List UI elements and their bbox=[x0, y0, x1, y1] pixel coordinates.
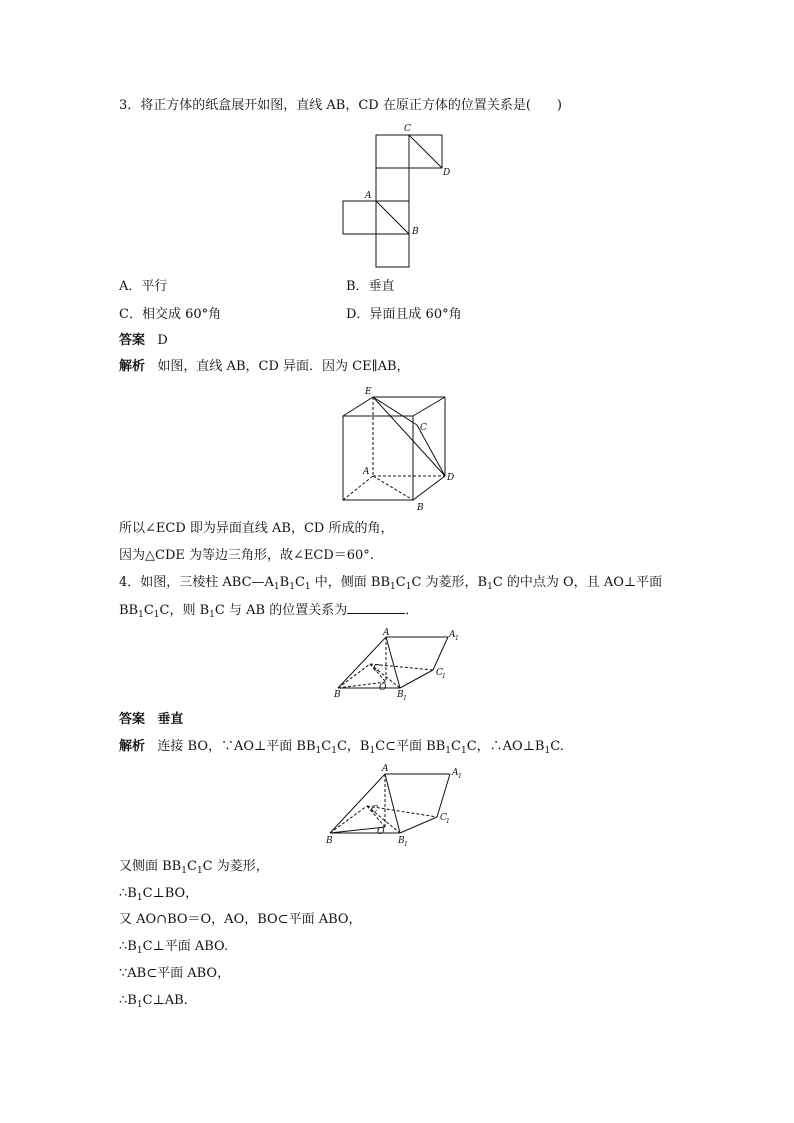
subscript: 1 bbox=[181, 866, 187, 876]
q4-step-part: C⊥AB. bbox=[142, 993, 188, 1008]
q4-analysis-part: C bbox=[321, 739, 332, 754]
subscript: 1 bbox=[273, 582, 280, 592]
prism-figure-2 bbox=[322, 762, 472, 850]
cube-label-a: A bbox=[363, 467, 370, 477]
q4-stem-part: C bbox=[294, 575, 305, 590]
prism-label-a1: A bbox=[449, 630, 456, 640]
cube-net-figure bbox=[340, 120, 460, 270]
prism-label-sub: 1 bbox=[442, 673, 446, 680]
q4-analysis-part: C，∴AO⊥B bbox=[466, 739, 545, 754]
q3-answer-value: D bbox=[157, 333, 168, 348]
cube-label-b: B bbox=[417, 503, 424, 513]
subscript: 1 bbox=[390, 582, 396, 592]
prism2-label-c: C bbox=[371, 805, 378, 815]
q3-analysis-line-2: 所以∠ECD 即为异面直线 AB，CD 所成的角， bbox=[119, 521, 394, 536]
subscript: 1 bbox=[209, 610, 215, 620]
q4-step-part: C bbox=[186, 859, 197, 874]
net-label-d: D bbox=[443, 168, 451, 178]
prism2-label-a1: A bbox=[452, 768, 459, 778]
net-label-a: A bbox=[365, 191, 372, 201]
q4-step-part: ∴B bbox=[119, 993, 137, 1008]
q4-step-1 bbox=[119, 858, 269, 876]
q4-analysis-part: C⊂平面 BB bbox=[375, 739, 446, 754]
subscript: 1 bbox=[331, 746, 337, 756]
q4-stem-part: 中，侧面 BB bbox=[310, 575, 391, 590]
q4-stem-line-1 bbox=[119, 574, 662, 592]
q4-analysis-part: 连接 BO，∵AO⊥平面 BB bbox=[157, 739, 316, 754]
q4-answer-label: 答案 bbox=[119, 712, 146, 727]
q4-stem-part: C 为菱形，B bbox=[411, 575, 488, 590]
q4-analysis-part: C，B bbox=[336, 739, 370, 754]
q3-analysis-line-3: 因为△CDE 为等边三角形，故∠ECD＝60°. bbox=[119, 548, 374, 563]
prism-label-o: O bbox=[379, 683, 387, 693]
subscript: 1 bbox=[304, 582, 311, 592]
subscript: 1 bbox=[369, 746, 376, 756]
subscript: 1 bbox=[136, 946, 143, 956]
cube-figure bbox=[335, 382, 465, 517]
prism-label-b1: B bbox=[397, 690, 404, 700]
subscript: 1 bbox=[405, 582, 412, 592]
cube-label-c: C bbox=[420, 423, 427, 433]
prism-label-sub: 1 bbox=[403, 695, 407, 702]
prism-label-b: B bbox=[334, 690, 341, 700]
subscript: 1 bbox=[445, 746, 452, 756]
cube-label-d: D bbox=[447, 473, 455, 483]
q4-step-part: ∴B bbox=[119, 886, 137, 901]
q4-step-part: C 为菱形， bbox=[202, 859, 269, 874]
q3-option-b: B．垂直 bbox=[346, 279, 395, 294]
q4-stem-part: BB bbox=[119, 603, 139, 618]
prism2-label-b1: B bbox=[398, 836, 405, 846]
net-label-c: C bbox=[404, 124, 411, 134]
q3-analysis-label: 解析 bbox=[119, 359, 146, 374]
q4-step-part: C⊥BO， bbox=[142, 886, 199, 901]
prism2-label-a: A bbox=[382, 764, 389, 774]
q4-analysis bbox=[119, 738, 564, 756]
net-label-b: B bbox=[412, 227, 419, 237]
q4-step-part: 又侧面 BB bbox=[119, 859, 182, 874]
q4-step-4 bbox=[119, 938, 228, 956]
q4-step-6 bbox=[119, 992, 188, 1010]
prism2-label-b: B bbox=[326, 836, 333, 846]
subscript: 1 bbox=[487, 582, 493, 592]
prism2-label-sub: 1 bbox=[404, 841, 408, 848]
prism-label-c: C bbox=[373, 664, 380, 674]
subscript: 1 bbox=[136, 893, 143, 903]
q4-step-2 bbox=[119, 885, 198, 903]
subscript: 1 bbox=[289, 582, 295, 592]
q4-answer-value: 垂直 bbox=[157, 712, 184, 727]
q4-analysis-label: 解析 bbox=[119, 739, 146, 754]
prism2-label-sub: 1 bbox=[458, 773, 462, 780]
q4-stem-part: ． bbox=[405, 603, 419, 618]
q3-analysis-text: 如图，直线 AB，CD 异面．因为 CE∥AB， bbox=[157, 359, 410, 374]
prism-figure-1 bbox=[330, 626, 470, 702]
q4-analysis-part: C. bbox=[550, 739, 564, 754]
prism2-label-o: O bbox=[377, 827, 385, 837]
q4-step-part: C⊥平面 ABO. bbox=[142, 939, 229, 954]
q3-stem: 3．将正方体的纸盒展开如图，直线 AB，CD 在原正方体的位置关系是( ) bbox=[119, 98, 562, 113]
q4-stem-part: 4．如图，三棱柱 ABC—A bbox=[119, 575, 274, 590]
subscript: 1 bbox=[315, 746, 322, 756]
subscript: 1 bbox=[544, 746, 551, 756]
q3-answer bbox=[119, 332, 168, 350]
q4-step-part: ∴B bbox=[119, 939, 137, 954]
subscript: 1 bbox=[460, 746, 467, 756]
q4-stem-part: C 的中点为 O，且 AO⊥平面 bbox=[492, 575, 663, 590]
q4-step-5: ∵AB⊂平面 ABO， bbox=[119, 966, 231, 981]
answer-blank bbox=[347, 601, 405, 614]
q4-stem-line-2 bbox=[119, 601, 418, 620]
q3-option-d: D．异面且成 60°角 bbox=[346, 307, 462, 322]
q4-answer bbox=[119, 711, 183, 729]
prism2-label-c1: C bbox=[440, 813, 447, 823]
q4-stem-part: C bbox=[395, 575, 406, 590]
q4-analysis-part: C bbox=[451, 739, 461, 754]
prism-label-a: A bbox=[383, 628, 390, 638]
q4-stem-part: C，则 B bbox=[159, 603, 210, 618]
subscript: 1 bbox=[136, 1000, 143, 1010]
prism-label-c1: C bbox=[436, 668, 443, 678]
q4-stem-part: B bbox=[279, 575, 290, 590]
q4-stem-part: C 与 AB 的位置关系为 bbox=[214, 603, 348, 618]
q3-answer-label: 答案 bbox=[119, 333, 146, 348]
q3-option-a: A．平行 bbox=[119, 279, 168, 294]
cube-label-e: E bbox=[365, 387, 372, 397]
q3-option-c: C．相交成 60°角 bbox=[119, 307, 222, 322]
subscript: 1 bbox=[138, 610, 144, 620]
prism-label-sub: 1 bbox=[455, 635, 459, 642]
q4-stem-part: C bbox=[143, 603, 154, 618]
subscript: 1 bbox=[153, 610, 160, 620]
q4-step-3: 又 AO∩BO＝O，AO，BO⊂平面 ABO， bbox=[119, 912, 362, 927]
prism2-label-sub: 1 bbox=[446, 818, 450, 825]
subscript: 1 bbox=[196, 866, 203, 876]
q3-analysis bbox=[119, 358, 410, 376]
